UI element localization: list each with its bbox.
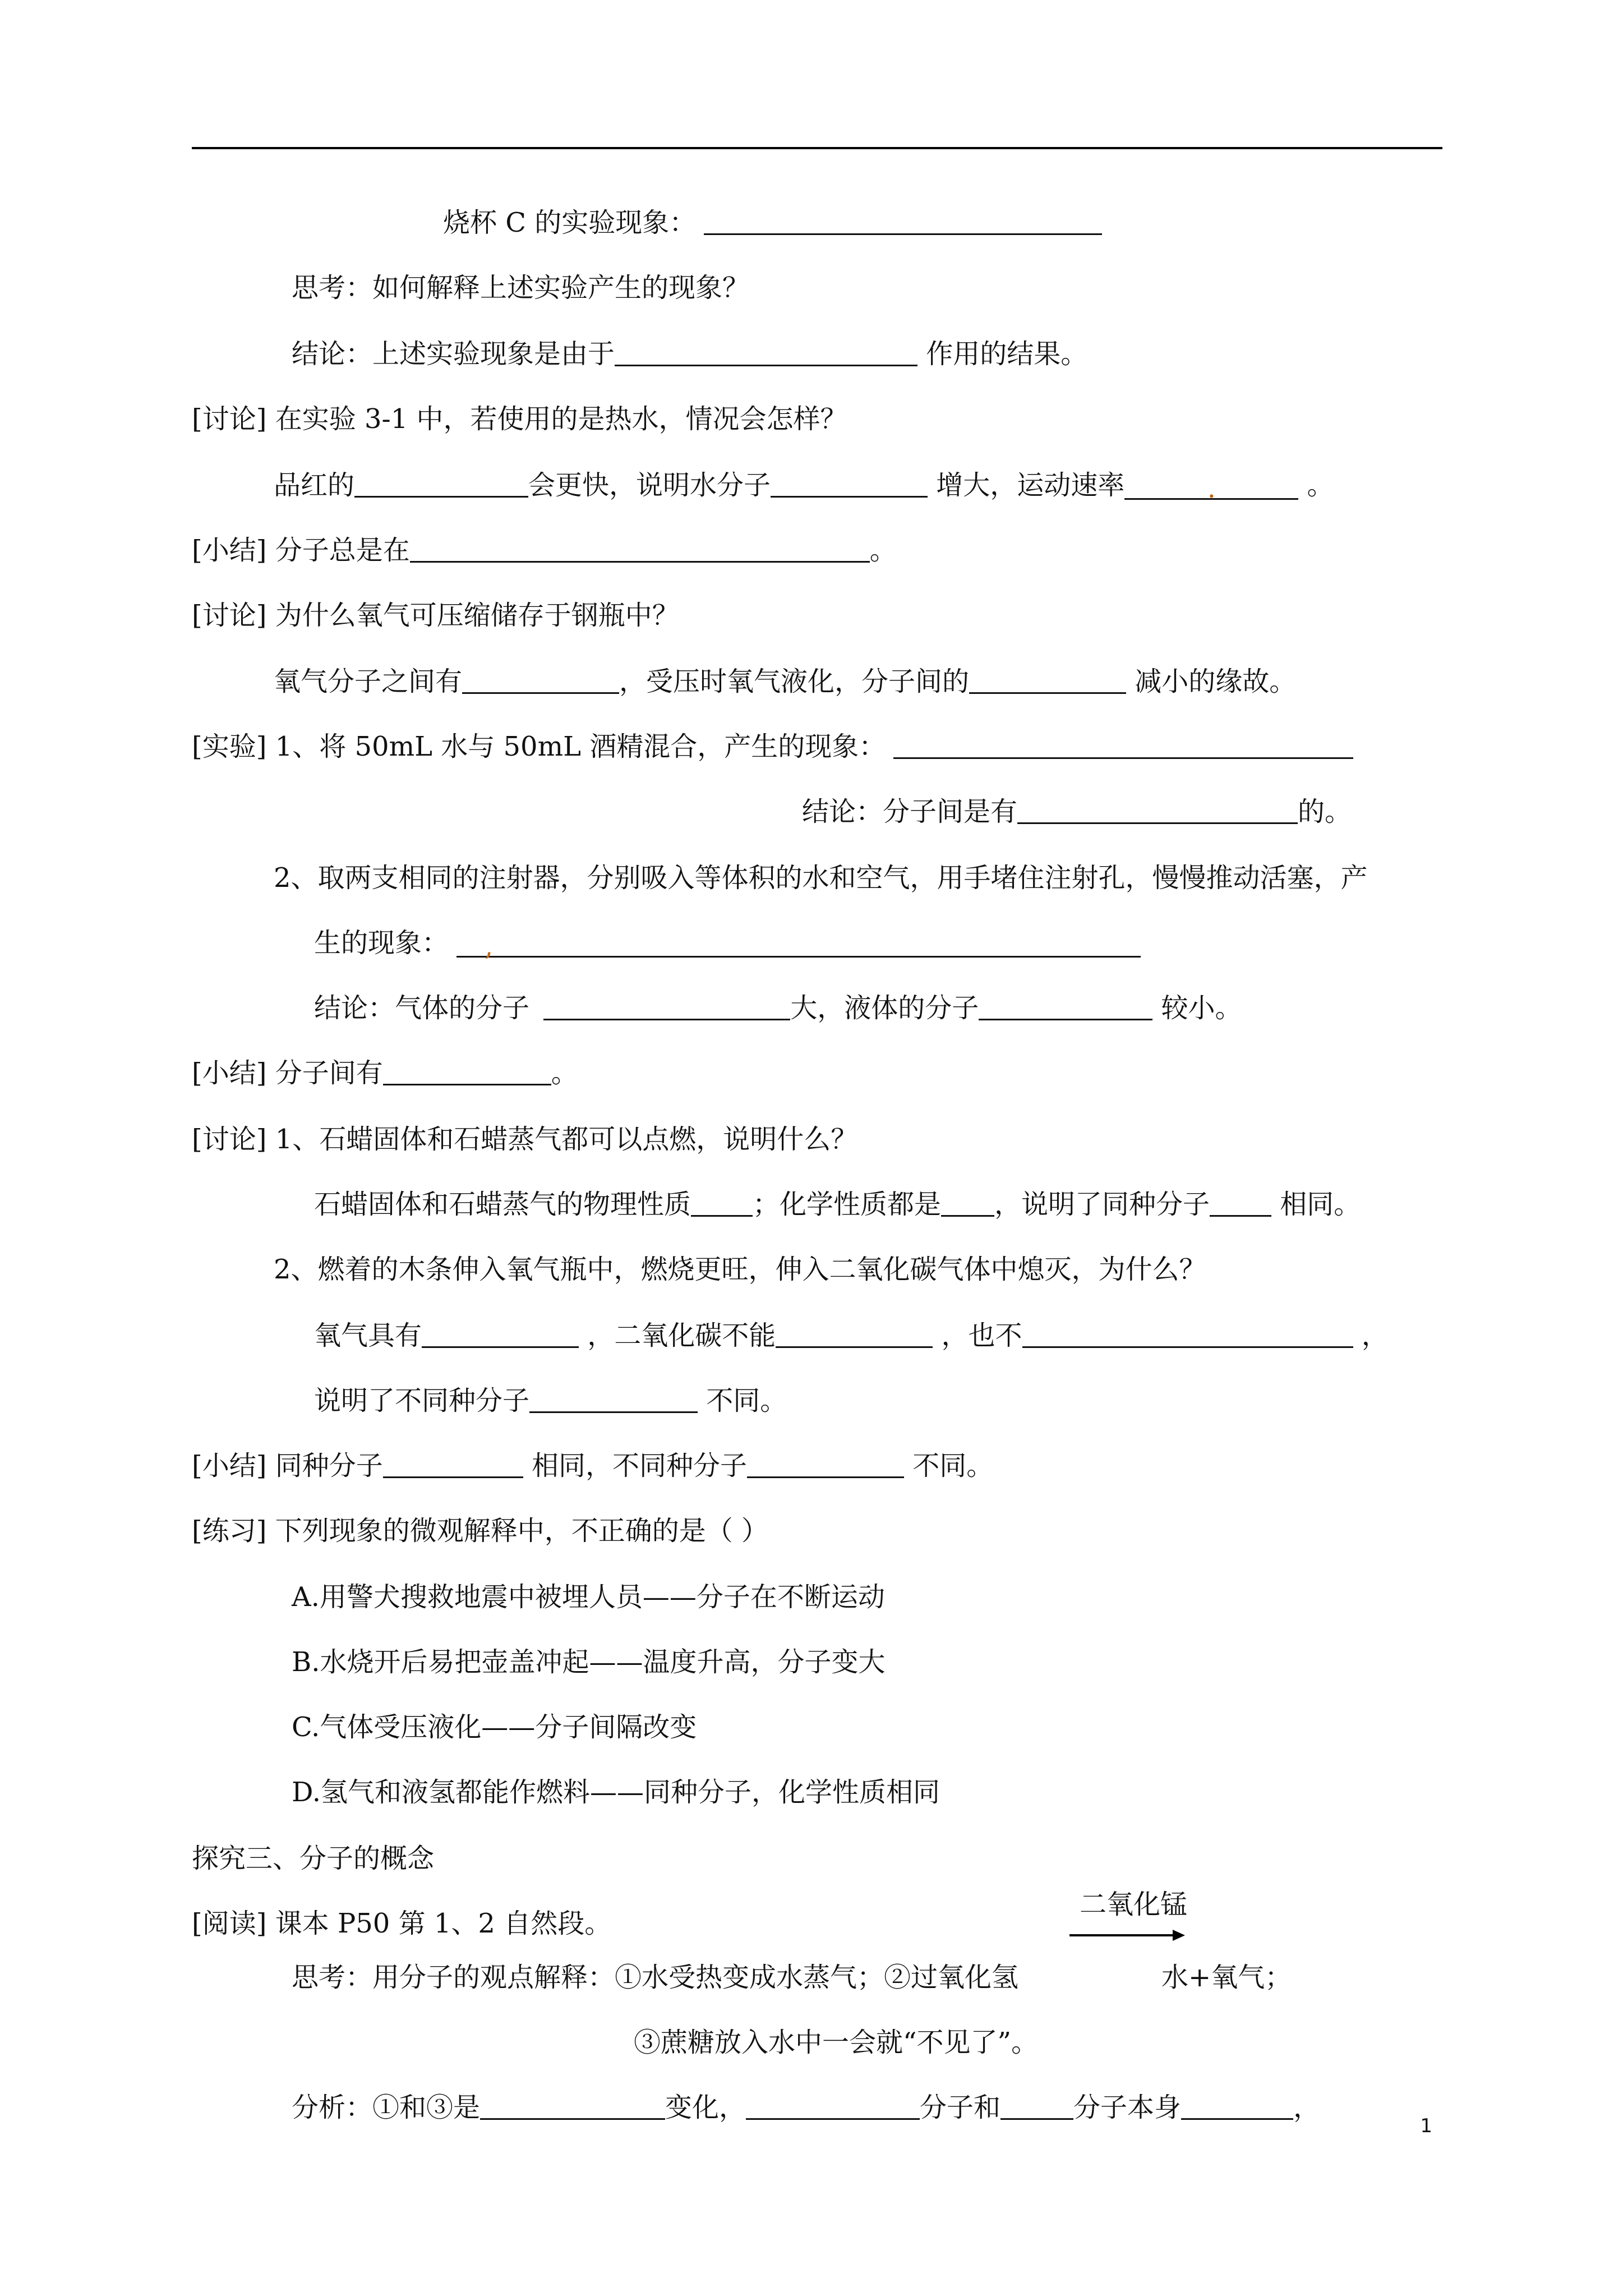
line-question-2: 2、燃着的木条伸入氧气瓶中，燃烧更旺，伸入二氧化碳气体中熄灭，为什么？ xyxy=(274,1254,1206,1285)
option-a[interactable]: A.用警犬搜救地震中被埋人员——分子在不断运动 xyxy=(292,1581,885,1613)
blank[interactable] xyxy=(747,1447,904,1478)
line-experiment-2: 2、取两支相同的注射器，分别吸入等体积的水和空气，用手堵住注射孔，慢慢推动活塞，产 xyxy=(274,862,1368,894)
line-oxygen: 氧气分子之间有 ，受压时氧气液化，分子间的 减小的缘故。 xyxy=(274,662,1296,701)
line-conclusion-3: 结论：气体的分子 大，液体的分子 较小。 xyxy=(314,988,1242,1028)
blank[interactable]: . xyxy=(1124,469,1298,500)
option-c[interactable]: C.气体受压液化——分子间隔改变 xyxy=(292,1711,697,1743)
blank[interactable] xyxy=(691,1186,753,1217)
catalyst-label: 二氧化锰 xyxy=(1080,1889,1188,1920)
blank[interactable] xyxy=(422,1317,579,1348)
page-number: 1 xyxy=(1420,2115,1432,2137)
line-summary-3: [小结] 同种分子 相同，不同种分子 不同。 xyxy=(192,1446,993,1485)
line-sugar: ③蔗糖放入水中一会就“不见了”。 xyxy=(634,2027,1039,2058)
line-think-1: 思考：如何解释上述实验产生的现象？ xyxy=(292,272,750,303)
line-different-molecules: 说明了不同种分子 不同。 xyxy=(314,1381,787,1420)
right-arrow-icon xyxy=(1068,1927,1186,1944)
blank[interactable] xyxy=(893,728,1353,759)
blank[interactable] xyxy=(1000,2089,1073,2120)
option-d[interactable]: D.氢气和液氢都能作燃料——同种分子，化学性质相同 xyxy=(292,1777,940,1808)
line-analysis: 分析：①和③是 变化， 分子和 分子本身 ， xyxy=(292,2088,1320,2127)
blank[interactable] xyxy=(615,335,917,366)
line-beaker-c: 烧杯 C 的实验现象： xyxy=(443,203,1102,242)
blank[interactable] xyxy=(480,2089,665,2120)
blank[interactable] xyxy=(1181,2089,1293,2120)
blank[interactable] xyxy=(1017,793,1298,824)
option-b[interactable]: B.水烧开后易把壶盖冲起——温度升高，分子变大 xyxy=(292,1646,886,1678)
blank[interactable] xyxy=(1210,1186,1271,1217)
blank[interactable] xyxy=(969,663,1126,694)
line-exercise: [练习] 下列现象的微观解释中，不正确的是（ ） xyxy=(192,1515,768,1547)
line-conclusion-1: 结论：上述实验现象是由于 作用的结果。 xyxy=(292,334,1087,374)
blank[interactable] xyxy=(410,532,870,563)
line-reading: [阅读] 课本 P50 第 1、2 自然段。 xyxy=(192,1908,612,1939)
line-paraffin: 石蜡固体和石蜡蒸气的物理性质 ；化学性质都是 ，说明了同种分子 相同。 xyxy=(314,1185,1361,1224)
line-phenomenon: 生的现象： , xyxy=(314,923,1141,963)
line-summary-1: [小结] 分子总是在 。 xyxy=(192,531,897,570)
blank[interactable] xyxy=(941,1186,994,1217)
blank[interactable] xyxy=(529,1382,698,1413)
line-summary-2: [小结] 分子间有 。 xyxy=(192,1053,578,1093)
line-experiment-1: [实验] 1、将 50mL 水与 50mL 酒精混合，产生的现象： xyxy=(192,727,1353,766)
blank[interactable] xyxy=(704,204,1102,235)
section-heading: 探究三、分子的概念 xyxy=(192,1843,435,1874)
line-think-2: 思考：用分子的观点解释：①水受热变成水蒸气；②过氧化氢 水+氧气； xyxy=(292,1962,1292,1993)
blank[interactable] xyxy=(543,990,790,1020)
line-discuss-3: [讨论] 1、石蜡固体和石蜡蒸气都可以点燃，说明什么？ xyxy=(192,1124,858,1155)
blank[interactable]: , xyxy=(457,927,1141,958)
blank[interactable] xyxy=(354,467,528,498)
line-conclusion-2: 结论：分子间是有 的。 xyxy=(802,792,1352,831)
line-discuss-2: [讨论] 为什么氧气可压缩储存于钢瓶中？ xyxy=(192,600,679,631)
blank[interactable] xyxy=(383,1447,523,1478)
line-discuss-1: [讨论] 在实验 3-1 中，若使用的是热水，情况会怎样？ xyxy=(192,403,847,435)
blank[interactable] xyxy=(776,1317,933,1348)
blank[interactable] xyxy=(771,467,928,498)
blank[interactable] xyxy=(746,2089,920,2120)
blank[interactable] xyxy=(462,663,619,694)
line-pinhong: 品红的 会更快，说明水分子 增大，运动速率 . 。 xyxy=(274,466,1334,505)
reaction-arrow xyxy=(1068,1888,1189,1949)
blank[interactable] xyxy=(979,990,1152,1020)
header-rule xyxy=(192,147,1442,149)
blank[interactable] xyxy=(1022,1317,1353,1348)
line-oxygen-has: 氧气具有 ，二氧化碳不能 ，也不 ， xyxy=(314,1316,1389,1355)
blank[interactable] xyxy=(383,1055,551,1085)
